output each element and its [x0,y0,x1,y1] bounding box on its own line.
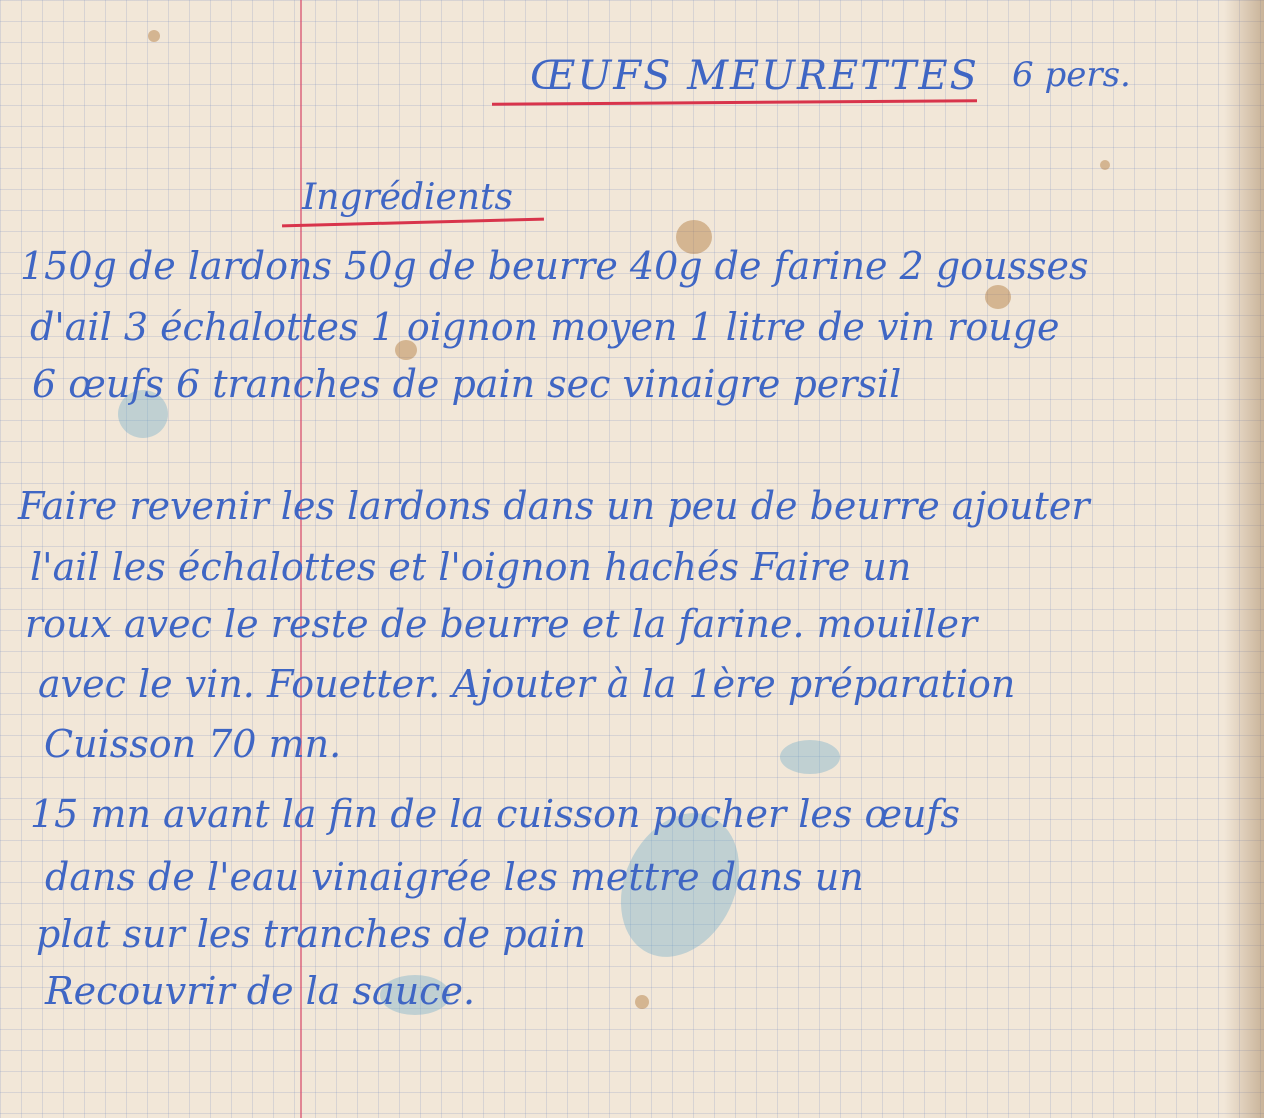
ingredient-line: d'ail 3 échalottes 1 oignon moyen 1 litre de vin rouge [30,305,1060,349]
instruction-line: l'ail les échalottes et l'oignon hachés Faire un [30,545,912,589]
instruction-line: avec le vin. Fouetter. Ajouter à la 1ère préparation [38,662,1016,706]
recipe-title: ŒUFS MEURETTES [530,53,979,99]
instruction-line: Recouvrir de la sauce. [45,969,476,1013]
brown-stain [635,995,649,1009]
blue-stain [780,740,840,774]
servings: 6 pers. [1012,55,1131,95]
instruction-line: 15 mn avant la fin de la cuisson pocher les œufs [30,792,961,836]
ingredients-underline [282,218,544,228]
ingredient-line: 6 œufs 6 tranches de pain sec vinaigre persil [32,362,902,406]
ingredient-line: 150g de lardons 50g de beurre 40g de farine 2 gousses [20,244,1089,288]
page-edge-shadow [1224,0,1264,1118]
instruction-line: Cuisson 70 mn. [44,722,342,766]
ingredients-heading: Ingrédients [302,177,513,218]
brown-stain [1100,160,1110,170]
instruction-line: roux avec le reste de beurre et la farine. mouiller [25,602,978,646]
brown-stain [148,30,160,42]
title-underline [492,99,977,105]
instruction-line: Faire revenir les lardons dans un peu de beurre ajouter [18,484,1090,528]
instruction-line: dans de l'eau vinaigrée les mettre dans un [45,855,864,899]
instruction-line: plat sur les tranches de pain [36,912,586,956]
